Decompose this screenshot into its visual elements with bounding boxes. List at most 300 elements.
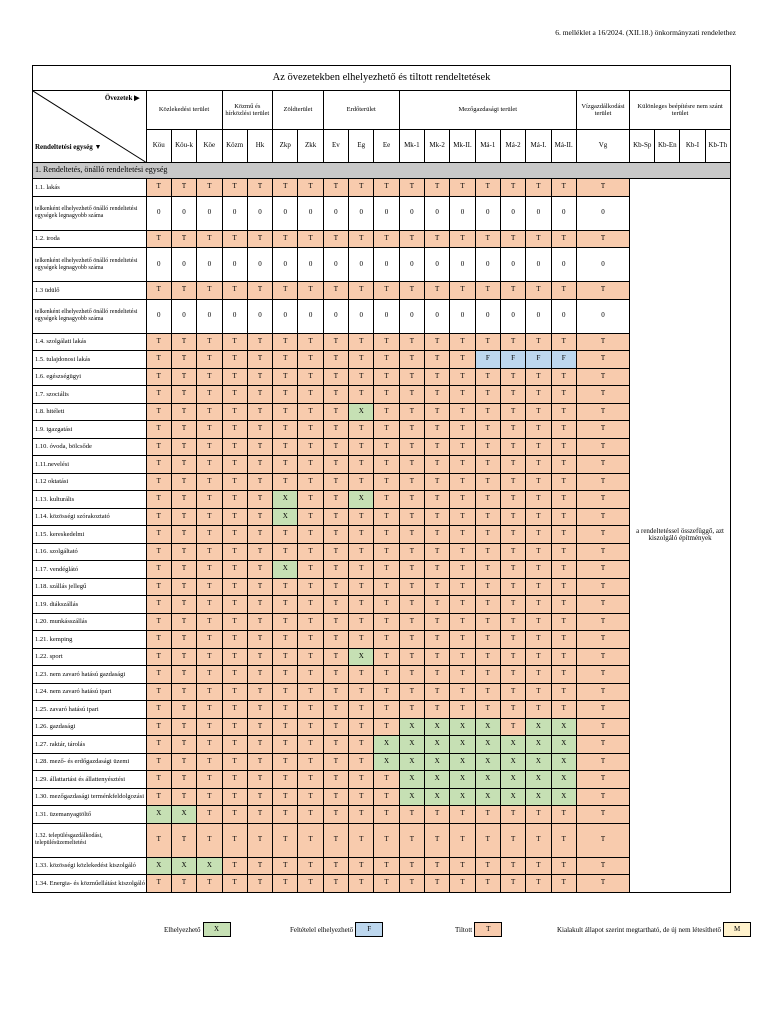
permission-cell: T	[247, 701, 272, 719]
table-row	[33, 491, 731, 509]
permission-cell: T	[247, 403, 272, 421]
permission-cell: T	[349, 683, 374, 701]
table-row	[33, 613, 731, 631]
table-row	[33, 875, 731, 893]
permission-cell: T	[526, 179, 551, 197]
permission-cell: T	[526, 473, 551, 491]
permission-cell: T	[374, 596, 399, 614]
permission-cell: T	[551, 386, 576, 404]
permission-cell: T	[425, 631, 450, 649]
permission-cell: T	[197, 736, 222, 754]
permission-cell: T	[349, 526, 374, 544]
row-label: 1.26. gazdasági	[33, 718, 147, 736]
permission-cell: T	[349, 701, 374, 719]
permission-cell: T	[425, 806, 450, 824]
permission-cell: T	[247, 526, 272, 544]
unit-count-cell: 0	[475, 248, 500, 282]
unit-count-cell: 0	[551, 248, 576, 282]
permission-cell: T	[273, 421, 298, 439]
permission-cell: T	[450, 561, 475, 579]
permission-cell: T	[349, 230, 374, 248]
permission-cell: X	[349, 648, 374, 666]
permission-cell: T	[475, 823, 500, 857]
row-label: 1.11.nevelési	[33, 456, 147, 474]
permission-cell: T	[450, 368, 475, 386]
unit-count-cell: 0	[222, 299, 247, 333]
permission-cell: T	[273, 631, 298, 649]
permission-cell: X	[425, 718, 450, 736]
permission-cell: T	[500, 666, 525, 684]
zone-code-header: Mk-2	[425, 130, 450, 163]
zone-code-header: Hk	[247, 130, 272, 163]
unit-count-cell: 0	[349, 299, 374, 333]
permission-cell: T	[222, 333, 247, 351]
permission-cell: T	[475, 473, 500, 491]
permission-cell: T	[146, 179, 171, 197]
permission-cell: T	[576, 771, 629, 789]
permission-cell: X	[500, 771, 525, 789]
permission-cell: T	[323, 823, 348, 857]
unit-count-cell: 0	[146, 299, 171, 333]
permission-cell: T	[576, 403, 629, 421]
permission-cell: T	[399, 473, 424, 491]
permission-cell: T	[273, 403, 298, 421]
row-label: 1.22. sport	[33, 648, 147, 666]
permission-cell: X	[475, 753, 500, 771]
permission-cell: T	[247, 333, 272, 351]
permission-cell: T	[222, 421, 247, 439]
permission-cell: T	[298, 771, 323, 789]
unit-count-cell: 0	[475, 196, 500, 230]
permission-cell: T	[551, 823, 576, 857]
permission-cell: T	[222, 282, 247, 300]
permission-cell: T	[298, 179, 323, 197]
permission-cell: T	[500, 456, 525, 474]
permission-cell: T	[576, 631, 629, 649]
permission-cell: T	[526, 333, 551, 351]
permission-cell: T	[171, 333, 196, 351]
table-row	[33, 421, 731, 439]
permission-cell: T	[576, 179, 629, 197]
unit-count-cell: 0	[500, 248, 525, 282]
permission-cell: T	[399, 230, 424, 248]
permission-cell: T	[526, 421, 551, 439]
permission-cell: T	[273, 438, 298, 456]
permission-cell: T	[349, 875, 374, 893]
special-zone-note: a rendeltetéssel összefüggő, azt kiszolgáló építmények	[630, 179, 731, 893]
permission-cell: T	[425, 508, 450, 526]
permission-cell: T	[374, 473, 399, 491]
permission-cell: T	[222, 718, 247, 736]
permission-cell: T	[551, 648, 576, 666]
permission-cell: T	[298, 230, 323, 248]
permission-cell: T	[576, 683, 629, 701]
permission-cell: T	[146, 753, 171, 771]
unit-count-cell: 0	[222, 248, 247, 282]
zone-code-header: Má-I.	[526, 130, 551, 163]
permission-cell: T	[273, 857, 298, 875]
permission-cell: T	[576, 596, 629, 614]
permission-cell: T	[323, 403, 348, 421]
permission-cell: T	[450, 491, 475, 509]
permission-cell: T	[146, 701, 171, 719]
permission-cell: T	[399, 438, 424, 456]
permission-cell: T	[222, 771, 247, 789]
permission-cell: T	[298, 857, 323, 875]
table-row	[33, 771, 731, 789]
row-label: 1.21. kemping	[33, 631, 147, 649]
permission-cell: T	[450, 456, 475, 474]
permission-cell: T	[146, 596, 171, 614]
table-row	[33, 179, 731, 197]
permission-cell: T	[450, 666, 475, 684]
permission-cell: T	[298, 421, 323, 439]
permission-cell: T	[425, 333, 450, 351]
permission-cell: X	[450, 718, 475, 736]
permission-cell: T	[197, 753, 222, 771]
permission-cell: T	[374, 666, 399, 684]
permission-cell: T	[425, 351, 450, 369]
permission-cell: T	[374, 508, 399, 526]
row-label: 1.18. szállás jellegű	[33, 578, 147, 596]
row-label: 1.12 oktatási	[33, 473, 147, 491]
permission-cell: T	[551, 613, 576, 631]
permission-cell: T	[500, 368, 525, 386]
permission-cell: T	[425, 683, 450, 701]
permission-cell: T	[222, 491, 247, 509]
permission-cell: T	[576, 473, 629, 491]
permission-cell: T	[247, 788, 272, 806]
zone-code-header: Má-II.	[551, 130, 576, 163]
permission-cell: T	[146, 491, 171, 509]
permission-cell: T	[146, 386, 171, 404]
permission-cell: T	[425, 578, 450, 596]
permission-cell: T	[450, 857, 475, 875]
permission-cell: T	[349, 771, 374, 789]
permission-cell: T	[298, 438, 323, 456]
permission-cell: T	[576, 753, 629, 771]
permission-cell: T	[222, 596, 247, 614]
permission-cell: X	[475, 718, 500, 736]
permission-cell: T	[526, 526, 551, 544]
permission-cell: T	[197, 438, 222, 456]
permission-cell: T	[323, 666, 348, 684]
permission-cell: T	[298, 753, 323, 771]
permission-cell: T	[171, 631, 196, 649]
permission-cell: X	[399, 771, 424, 789]
permission-cell: T	[526, 403, 551, 421]
zone-code-header: Kb-Sp	[630, 130, 655, 163]
permission-cell: T	[146, 666, 171, 684]
legend-item-forbidden: Tiltott T	[455, 922, 502, 937]
permission-cell: T	[247, 456, 272, 474]
row-label: telkenként elhelyezhető önálló rendeltetési egységek legnagyobb száma	[33, 196, 147, 230]
permission-cell: T	[374, 718, 399, 736]
permission-cell: T	[576, 718, 629, 736]
permission-cell: X	[425, 771, 450, 789]
permission-cell: T	[374, 631, 399, 649]
row-label: 1.6. egészségügyi	[33, 368, 147, 386]
permission-cell: T	[222, 578, 247, 596]
permission-cell: T	[146, 543, 171, 561]
permission-cell: T	[576, 875, 629, 893]
permission-cell: T	[500, 403, 525, 421]
legend	[0, 922, 768, 938]
permission-cell: T	[146, 875, 171, 893]
permission-cell: T	[323, 718, 348, 736]
permission-cell: T	[171, 179, 196, 197]
permission-cell: T	[526, 456, 551, 474]
unit-count-cell: 0	[425, 248, 450, 282]
permission-cell: T	[222, 806, 247, 824]
permission-cell: T	[171, 701, 196, 719]
row-label: 1.16. szolgáltató	[33, 543, 147, 561]
permission-cell: T	[146, 613, 171, 631]
permission-cell: T	[298, 368, 323, 386]
permission-cell: T	[197, 526, 222, 544]
table-row	[33, 718, 731, 736]
permission-cell: T	[450, 333, 475, 351]
permission-cell: T	[298, 526, 323, 544]
permission-cell: T	[500, 561, 525, 579]
permission-cell: T	[323, 508, 348, 526]
permission-cell: T	[500, 543, 525, 561]
permission-cell: T	[298, 823, 323, 857]
unit-count-cell: 0	[197, 299, 222, 333]
permission-cell: T	[146, 736, 171, 754]
permission-cell: T	[374, 230, 399, 248]
permission-cell: T	[576, 561, 629, 579]
permission-cell: T	[171, 718, 196, 736]
permission-cell: T	[146, 631, 171, 649]
row-label: 1.34. Energia- és közműellátást kiszolgáló	[33, 875, 147, 893]
permission-cell: T	[374, 543, 399, 561]
permission-cell: T	[273, 771, 298, 789]
permission-cell: T	[374, 421, 399, 439]
permission-cell: T	[298, 648, 323, 666]
zone-code-header: Eg	[349, 130, 374, 163]
permission-cell: T	[197, 771, 222, 789]
permission-cell: T	[576, 333, 629, 351]
permission-cell: X	[551, 788, 576, 806]
table-row	[33, 438, 731, 456]
permission-cell: T	[475, 596, 500, 614]
row-label: 1.28. mező- és erdőgazdasági üzemi	[33, 753, 147, 771]
row-label: 1.1. lakás	[33, 179, 147, 197]
permission-cell: T	[450, 578, 475, 596]
permission-cell: T	[349, 788, 374, 806]
permission-cell: X	[475, 736, 500, 754]
permission-cell: T	[399, 648, 424, 666]
permission-cell: T	[399, 351, 424, 369]
permission-cell: T	[399, 526, 424, 544]
unit-count-cell: 0	[323, 196, 348, 230]
permission-cell: T	[576, 666, 629, 684]
row-label: 1.8. hitéleti	[33, 403, 147, 421]
permission-cell: T	[197, 613, 222, 631]
permission-cell: T	[576, 282, 629, 300]
permission-cell: T	[323, 456, 348, 474]
table-row	[33, 333, 731, 351]
permission-cell: T	[146, 473, 171, 491]
permission-cell: T	[349, 736, 374, 754]
table-row	[33, 508, 731, 526]
permission-cell: T	[273, 613, 298, 631]
permission-cell: T	[475, 631, 500, 649]
permission-cell: T	[171, 771, 196, 789]
permission-cell: T	[298, 683, 323, 701]
permission-cell: T	[450, 683, 475, 701]
permission-cell: T	[450, 543, 475, 561]
permission-cell: X	[450, 771, 475, 789]
permission-cell: T	[273, 788, 298, 806]
permission-cell: T	[197, 491, 222, 509]
permission-cell: T	[197, 421, 222, 439]
permission-cell: T	[146, 403, 171, 421]
permission-cell: T	[146, 421, 171, 439]
permission-cell: T	[526, 438, 551, 456]
permission-cell: T	[197, 806, 222, 824]
permission-cell: T	[222, 631, 247, 649]
permission-cell: T	[298, 351, 323, 369]
permission-cell: T	[273, 578, 298, 596]
permission-cell: T	[450, 806, 475, 824]
permission-cell: T	[576, 806, 629, 824]
permission-cell: T	[247, 771, 272, 789]
permission-cell: T	[222, 386, 247, 404]
permission-cell: T	[475, 543, 500, 561]
permission-cell: T	[475, 666, 500, 684]
permission-cell: T	[171, 368, 196, 386]
permission-cell: T	[526, 648, 551, 666]
permission-cell: T	[500, 179, 525, 197]
row-label: 1.31. üzemanyagtöltő	[33, 806, 147, 824]
permission-cell: T	[475, 508, 500, 526]
permission-cell: T	[323, 543, 348, 561]
permission-cell: T	[247, 613, 272, 631]
permission-cell: T	[197, 543, 222, 561]
permission-cell: T	[450, 473, 475, 491]
zone-code-header: Ev	[323, 130, 348, 163]
permission-cell: T	[197, 403, 222, 421]
permission-cell: T	[374, 438, 399, 456]
unit-count-cell: 0	[526, 196, 551, 230]
permission-cell: T	[551, 179, 576, 197]
permission-cell: T	[374, 333, 399, 351]
permission-cell: T	[399, 333, 424, 351]
table-row	[33, 823, 731, 857]
decree-annex-note: 6. melléklet a 16/2024. (XII.18.) önkormányzati rendelethez	[555, 28, 736, 37]
row-label: 1.14. közösségi szórakoztató	[33, 508, 147, 526]
permission-cell: X	[273, 508, 298, 526]
permission-cell: T	[450, 421, 475, 439]
permission-cell: X	[500, 736, 525, 754]
permission-cell: T	[171, 613, 196, 631]
permission-cell: T	[576, 613, 629, 631]
permission-cell: T	[349, 508, 374, 526]
permission-cell: T	[146, 368, 171, 386]
permission-cell: T	[273, 543, 298, 561]
permission-cell: T	[323, 351, 348, 369]
permission-cell: T	[247, 508, 272, 526]
permission-cell: T	[399, 857, 424, 875]
permission-cell: T	[171, 526, 196, 544]
permission-cell: T	[576, 823, 629, 857]
permission-cell: T	[171, 753, 196, 771]
permission-cell: X	[399, 753, 424, 771]
permission-cell: X	[551, 753, 576, 771]
zone-group-header: Közmű és hírközlési terület	[222, 91, 273, 130]
table-row	[33, 806, 731, 824]
permission-cell: T	[298, 613, 323, 631]
permission-cell: T	[475, 648, 500, 666]
row-label: 1.2. iroda	[33, 230, 147, 248]
permission-cell: T	[551, 666, 576, 684]
permission-cell: T	[247, 561, 272, 579]
permission-cell: T	[475, 333, 500, 351]
unit-count-cell: 0	[171, 196, 196, 230]
zones-axis-label: Övezetek ▶	[104, 94, 140, 102]
permission-cell: T	[374, 179, 399, 197]
permission-cell: T	[171, 683, 196, 701]
permission-cell: X	[475, 788, 500, 806]
permission-cell: T	[450, 823, 475, 857]
table-row	[33, 543, 731, 561]
zone-code-header: Kb-I	[680, 130, 705, 163]
permission-cell: T	[500, 333, 525, 351]
permission-cell: T	[576, 788, 629, 806]
permission-cell: T	[197, 351, 222, 369]
permission-cell: T	[247, 386, 272, 404]
permission-cell: T	[222, 788, 247, 806]
table-row	[33, 282, 731, 300]
permission-cell: T	[425, 456, 450, 474]
permission-cell: T	[526, 683, 551, 701]
permission-cell: T	[247, 648, 272, 666]
permission-cell: T	[146, 456, 171, 474]
permission-cell: T	[171, 823, 196, 857]
unit-count-cell: 0	[273, 299, 298, 333]
permission-cell: T	[197, 596, 222, 614]
permission-cell: T	[349, 438, 374, 456]
permission-cell: T	[450, 701, 475, 719]
zone-code-header: Köu-k	[171, 130, 196, 163]
permission-cell: T	[171, 666, 196, 684]
permission-cell: T	[450, 438, 475, 456]
permission-cell: X	[526, 788, 551, 806]
permission-cell: T	[475, 857, 500, 875]
table-row	[33, 561, 731, 579]
permission-cell: F	[551, 351, 576, 369]
unit-count-cell: 0	[425, 299, 450, 333]
permission-cell: T	[273, 333, 298, 351]
permission-cell: T	[425, 368, 450, 386]
permission-cell: T	[526, 230, 551, 248]
permission-cell: T	[171, 473, 196, 491]
permission-cell: T	[475, 526, 500, 544]
permission-cell: T	[526, 368, 551, 386]
permission-cell: T	[399, 543, 424, 561]
permission-cell: T	[450, 596, 475, 614]
permission-cell: T	[551, 875, 576, 893]
permission-cell: T	[273, 526, 298, 544]
row-label: 1.7. szociális	[33, 386, 147, 404]
permission-cell: T	[399, 508, 424, 526]
permission-cell: T	[500, 701, 525, 719]
permission-cell: T	[273, 753, 298, 771]
permission-cell: T	[146, 561, 171, 579]
unit-count-cell: 0	[323, 248, 348, 282]
